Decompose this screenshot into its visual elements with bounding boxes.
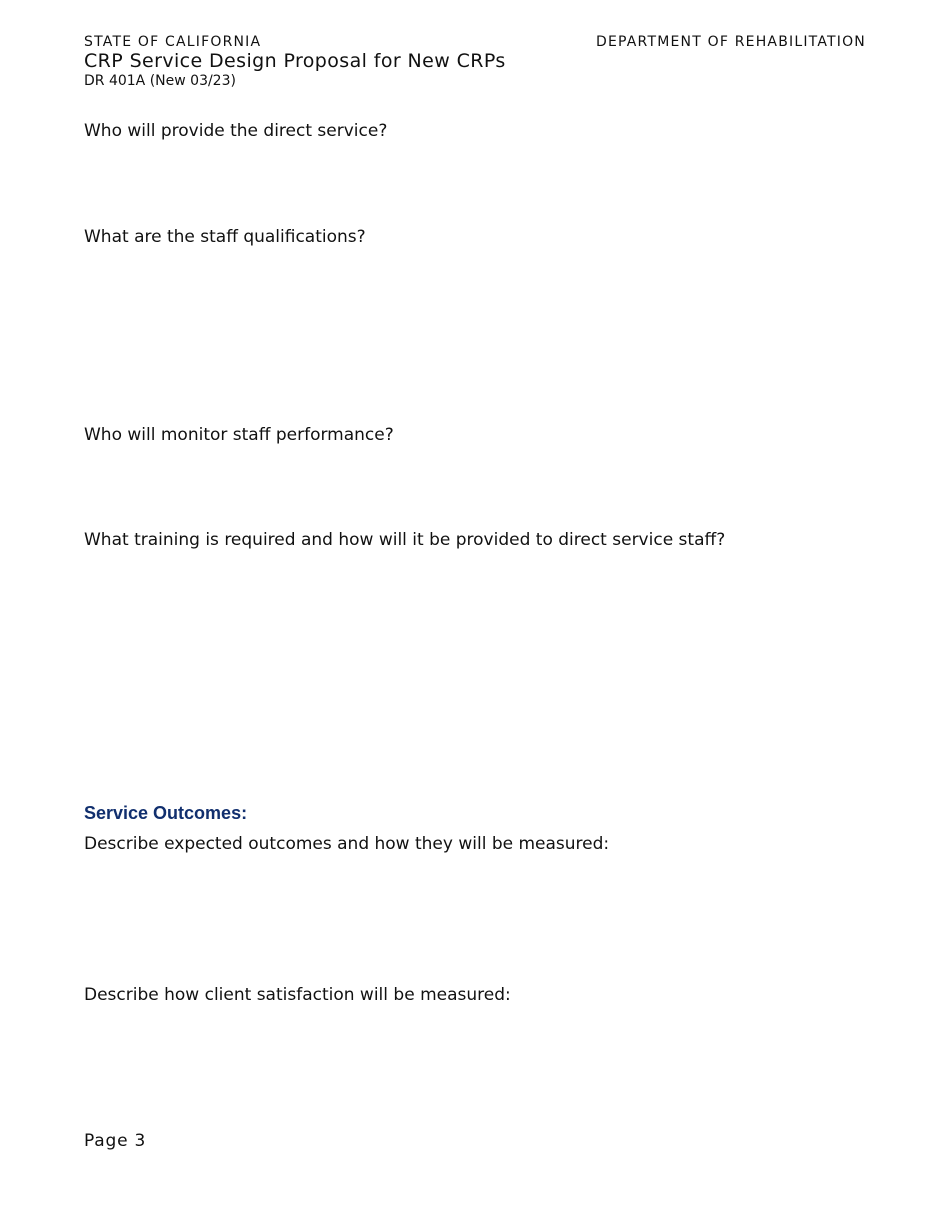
- answer-training[interactable]: [84, 557, 866, 793]
- answer-monitor-performance[interactable]: [84, 452, 866, 526]
- department-label: DEPARTMENT OF REHABILITATION: [595, 34, 866, 50]
- answer-expected-outcomes[interactable]: [84, 861, 866, 981]
- question-staff-qualifications: What are the staff qualifications?: [84, 227, 366, 247]
- question-expected-outcomes: Describe expected outcomes and how they will be measured:: [84, 834, 610, 854]
- answer-staff-qualifications[interactable]: [84, 254, 866, 422]
- answer-direct-service[interactable]: [84, 148, 866, 220]
- question-monitor-performance: Who will monitor staff performance?: [84, 425, 394, 445]
- state-label: STATE OF CALIFORNIA: [84, 34, 262, 50]
- page-number: Page 3: [84, 1131, 147, 1151]
- question-training: What training is required and how will it be provided to direct service staff?: [84, 530, 726, 550]
- answer-client-satisfaction[interactable]: [84, 1012, 866, 1122]
- form-title: CRP Service Design Proposal for New CRPs: [84, 50, 506, 72]
- question-client-satisfaction: Describe how client satisfaction will be measured:: [84, 985, 511, 1005]
- service-outcomes-heading: Service Outcomes:: [84, 803, 248, 823]
- question-direct-service: Who will provide the direct service?: [84, 121, 388, 141]
- form-code: DR 401A (New 03/23): [84, 73, 236, 89]
